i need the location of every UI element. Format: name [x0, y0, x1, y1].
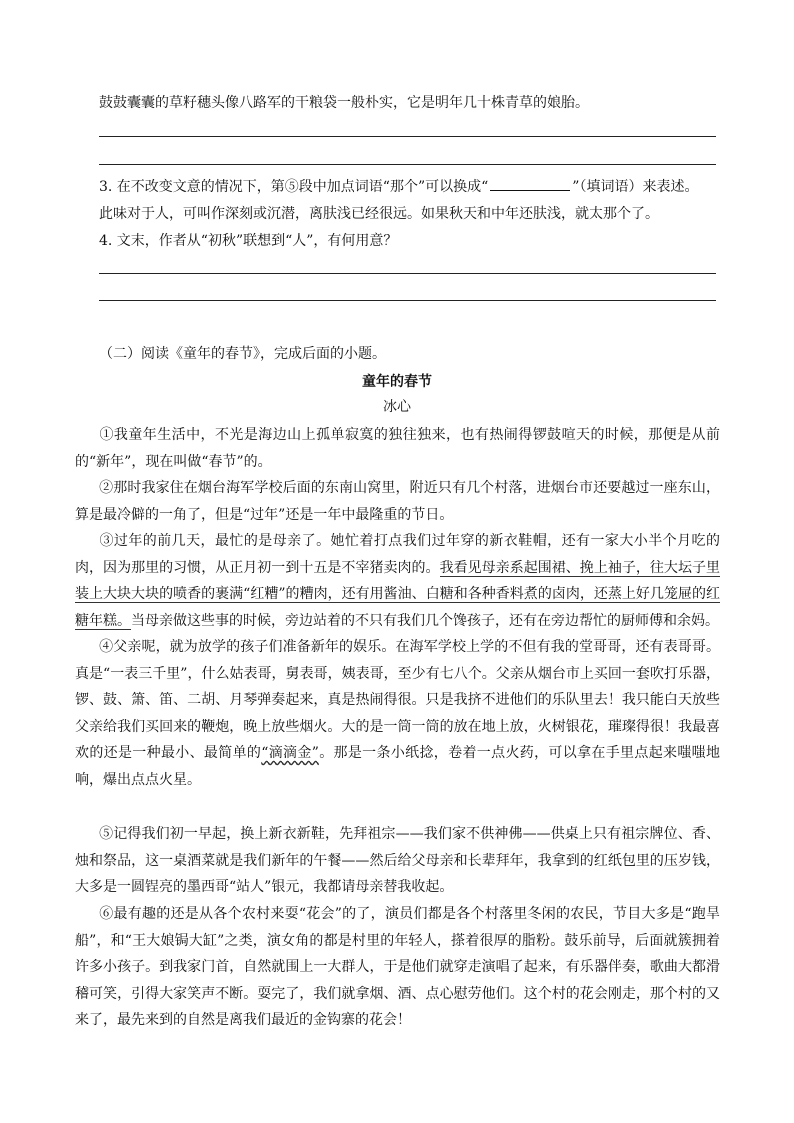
wavy-underlined-phrase: “滴滴金”	[261, 745, 319, 761]
answer-line[interactable]	[99, 164, 716, 165]
question-3	[99, 177, 698, 197]
paragraph-6-text: ⑥最有趣的还是从各个农村来耍“花会”的了，演员们都是各个村落里冬闲的农民，节目大多是“跑旱船”，和“王大娘锔大缸”之类，演女角的都是村里的年轻人，搽着很厚的脂粉。鼓乐前导，后面就簇拥着许多小孩子。到我家门首，自然就围上一大群人，于是他们就穿走演唱了起来，有乐器伴奏，歌曲大都滑稽可笑，引得大家笑声不断。耍完了，我们就拿烟、酒、点心慰劳他们。这个村的花会刚走，那个村的又来了，最先来到的自然是离我们最近的金钩寨的花会！	[75, 906, 720, 1028]
answer-line[interactable]	[99, 273, 716, 274]
paragraph-2-text: ②那时我家住在烟台海军学校后面的东南山窝里，附近只有几个村落，进烟台市还要越过一座东山，算是最冷僻的一角了，但是“过年”还是一年中最隆重的节日。	[75, 480, 720, 523]
answer-line[interactable]	[99, 300, 716, 301]
reading-intro: （二）阅读《童年的春节》，完成后面的小题。	[99, 346, 386, 362]
question-3-text-end: ”（填词语）来表述。	[572, 179, 699, 195]
fill-in-blank[interactable]	[490, 177, 570, 191]
answer-line[interactable]	[99, 136, 716, 137]
question-3-text: 3. 在不改变文意的情况下，第⑤段中加点词语“那个”可以换成“	[99, 179, 489, 195]
paragraph-1	[75, 422, 720, 475]
question-3-quote: 此味对于人，可叫作深刻或沉潜，离肤浅已经很远。如果秋天和中年还肤浅，就太那个了。	[99, 206, 659, 222]
paragraph-2	[75, 475, 720, 528]
paragraph-1-text: ①我童年生活中，不光是海边山上孤单寂寞的独往独来，也有热闹得锣鼓喧天的时候，那便是从前的“新年”，现在叫做“春节”的。	[75, 427, 720, 470]
paragraph-5	[75, 821, 720, 901]
quoted-sentence: 鼓鼓囊囊的草籽穗头像八路军的干粮袋一般朴实，它是明年几十株青草的娘胎。	[99, 95, 589, 111]
paragraph-3	[75, 528, 720, 634]
paragraph-5-text: ⑤记得我们初一早起，换上新衣新鞋，先拜祖宗——我们家不供神佛——供桌上只有祖宗牌位、香、烛和祭品，这一桌酒菜就是我们新年的午餐——然后给父母亲和长辈拜年，我拿到的红纸包里的压岁钱，大多是一圆锃亮的墨西哥“站人”银元，我都请母亲替我收起。	[75, 826, 720, 895]
paragraph-3-text: ③过年的前几天，最忙的是母亲了。她忙着打点我们过年穿的新衣鞋帽，还有一家大小半个月吃的肉，因为那里的习惯，从正月初一到十五是不宰猪卖肉的。	[75, 533, 720, 576]
paragraph-4-text: ④父亲呢，就为放学的孩子们准备新年的娱乐。在海军学校上学的不但有我的堂哥哥，还有表哥哥。真是“一表三千里”，什么姑表哥，舅表哥，姨表哥，至少有七八个。父亲从烟台市上买回一套吹打乐器，锣、鼓、箫、笛、二胡、月琴弹奏起来，真是热闹得很。只是我挤不进他们的乐队里去！我只能白天放些父亲给我们买回来的鞭炮，晚上放些烟火。大的是一筒一筒的放在地上放，火树银花，璀璨得很！我最喜欢的还是一种最小、最简单的	[75, 639, 720, 761]
paragraph-4-text-end: 。那是一条小纸捻，卷着一点火药，可以拿在手里点起来嗤嗤地响，爆出点点火星。	[75, 745, 721, 788]
question-4: 4. 文末，作者从“初秋”联想到“人”，有何用意？	[99, 233, 398, 249]
paragraph-4	[75, 634, 720, 793]
paragraph-3-text-end: 当母亲做这些事的时候，旁边站着的不只有我们几个馋孩子，还有在旁边帮忙的厨师傅和余妈。	[131, 612, 719, 629]
article-author: 冰心	[383, 399, 411, 415]
paragraph-6	[75, 901, 720, 1034]
article-title: 童年的春节	[362, 374, 432, 390]
underlined-sentence: 我看见母亲系起围裙、挽上袖子，往大坛子里装上大块大块的喷香的裹满“红糟”的糟肉，还有用酱油、白糖和各种香料煮的卤肉，还蒸上好几笼屉的红糖年糕。	[75, 559, 720, 629]
